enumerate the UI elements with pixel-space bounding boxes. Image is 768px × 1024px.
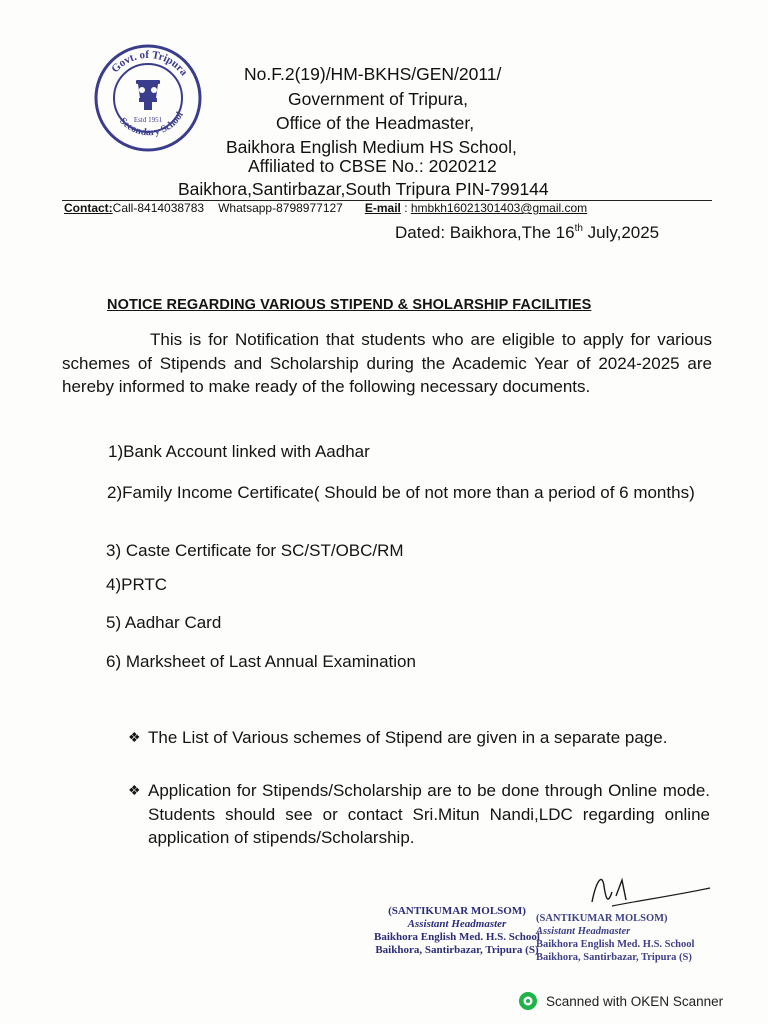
contact-call: Call-8414038783 (112, 201, 205, 215)
dated-line (395, 223, 659, 243)
dated-prefix: Dated: Baikhora,The 16 (395, 223, 575, 242)
stamp-address: Baikhora, Santirbazar, Tripura (S) (536, 952, 692, 963)
contact-line (64, 201, 587, 215)
school-address: Baikhora,Santirbazar,South Tripura PIN-799144 (178, 179, 549, 199)
bullet-diamond-icon: ❖ (128, 782, 141, 798)
signature-icon (582, 862, 714, 916)
govt-seal-icon (92, 42, 204, 154)
stamp-name: (SANTIKUMAR MOLSOM) (388, 905, 526, 917)
office-name: Office of the Headmaster, (276, 113, 475, 133)
dated-rest: July,2025 (582, 223, 660, 242)
bullet-text: The List of Various schemes of Stipend are given in a separate page. (148, 728, 668, 747)
school-name: Baikhora English Medium HS School, (226, 137, 517, 157)
stamp-left (374, 905, 540, 957)
email-separator: : (400, 201, 411, 215)
seal-lower-text: Secondary School (117, 110, 186, 139)
stamp-name: (SANTIKUMAR MOLSOM) (536, 913, 668, 924)
oken-scanner-logo-icon (518, 991, 538, 1011)
document-item: 5) Aadhar Card (106, 613, 222, 632)
bullet-text: Application for Stipends/Scholarship are to be done through Online mode. Students should see or contact Sri.Mitun Nandi,LDC regarding online application of stipends/Scholarship. (148, 781, 710, 847)
document-item: 2)Family Income Certificate( Should be of not more than a period of 6 months) (107, 483, 695, 502)
scanner-watermark (518, 991, 723, 1011)
dated-suffix: th (574, 223, 583, 234)
document-item: 1)Bank Account linked with Aadhar (108, 442, 370, 461)
notice-title: NOTICE REGARDING VARIOUS STIPEND & SHOLARSHIP FACILITIES (107, 297, 592, 313)
email-label: E-mail (364, 201, 401, 215)
notice-paragraph: This is for Notification that students who are eligible to apply for various schemes of Stipends and Scholarship during the Academic Year of 2024-2025 are hereby informed to make ready of the following necessary documents. (62, 330, 712, 396)
seal-year: Estd 1951 (133, 116, 163, 124)
scanner-text: Scanned with OKEN Scanner (546, 993, 724, 1009)
affiliation: Affiliated to CBSE No.: 2020212 (248, 156, 497, 176)
seal-ring-text: Govt. of Tripura (109, 48, 190, 79)
document-item: 4)PRTC (106, 575, 168, 594)
reference-number: No.F.2(19)/HM-BKHS/GEN/2011/ (244, 64, 502, 84)
government-name: Government of Tripura, (288, 89, 468, 109)
stamp-address: Baikhora, Santirbazar, Tripura (S) (375, 944, 539, 956)
document-item: 6) Marksheet of Last Annual Examination (106, 652, 416, 671)
bullet-diamond-icon: ❖ (128, 729, 141, 745)
bullet-item (128, 779, 710, 850)
document-item: 3) Caste Certificate for SC/ST/OBC/RM (106, 541, 404, 560)
stamp-school: Baikhora English Med. H.S. School (374, 931, 540, 943)
email-link[interactable]: hmbkh16021301403@gmail.com (410, 201, 588, 215)
stamp-right (536, 912, 694, 964)
contact-label: Contact: (64, 201, 113, 215)
stamp-school: Baikhora English Med. H.S. School (536, 939, 695, 950)
svg-text:Secondary School (117, 110, 186, 138)
stamp-designation: Assistant Headmaster (536, 926, 631, 937)
stamp-designation: Assistant Headmaster (407, 918, 507, 930)
contact-whatsapp: Whatsapp-8798977127 (218, 201, 343, 215)
bullet-item (128, 726, 710, 750)
